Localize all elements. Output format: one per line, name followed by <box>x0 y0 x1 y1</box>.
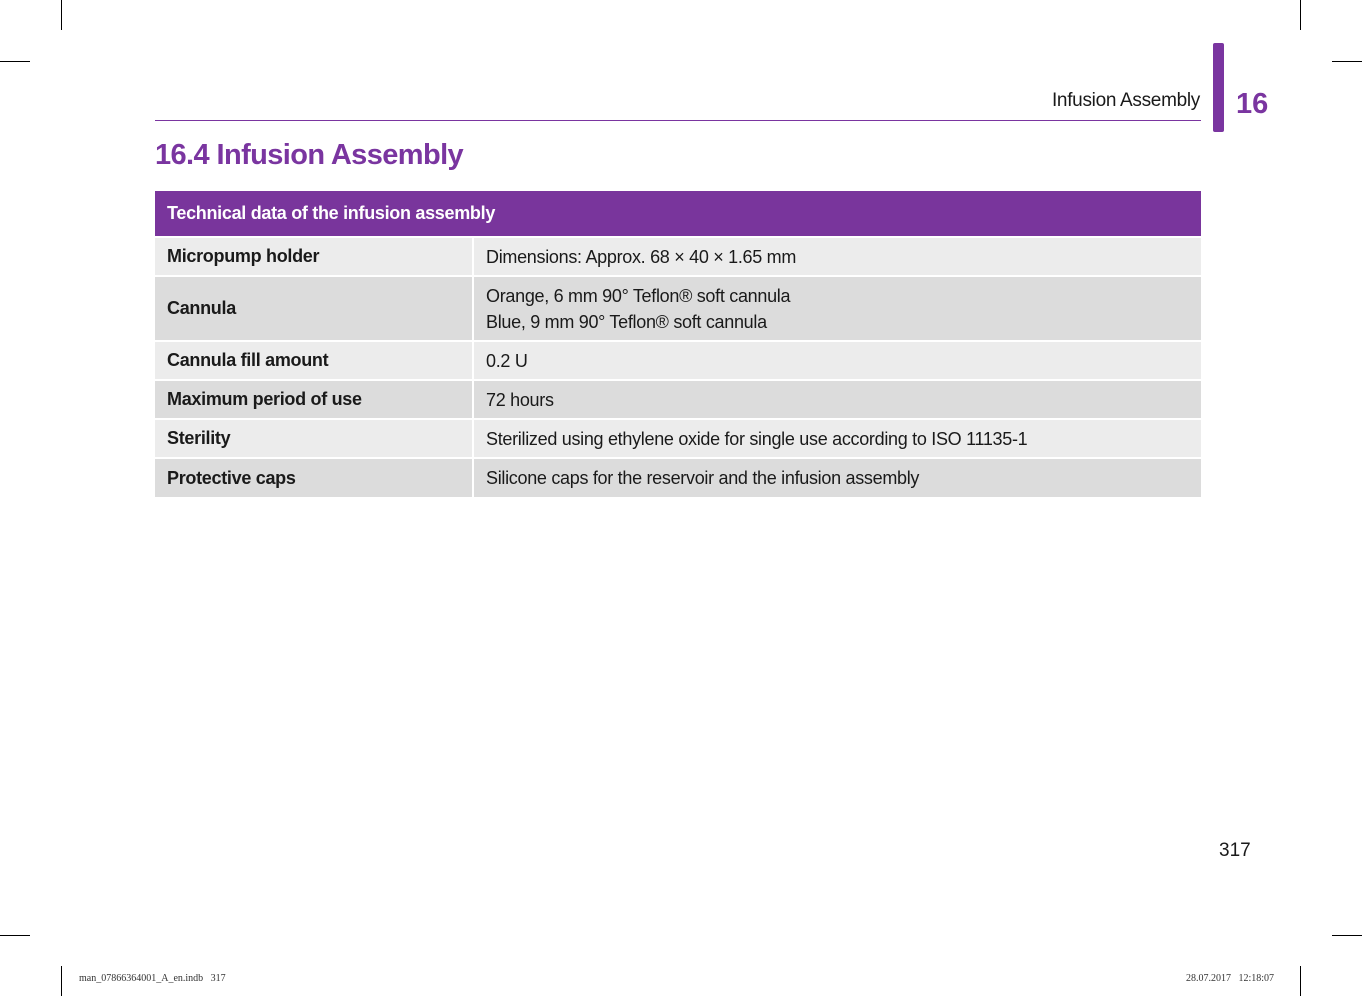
row-value <box>473 380 1201 419</box>
chapter-number: 16 <box>1236 88 1269 120</box>
crop-mark-bottom-right-horizontal <box>1332 935 1362 936</box>
print-slug-right: 28.07.2017 12:18:07 <box>1185 973 1274 984</box>
running-head: Infusion Assembly <box>1051 90 1200 111</box>
table-row <box>155 419 1201 458</box>
chapter-tab-marker <box>1213 43 1224 132</box>
header-rule <box>155 120 1201 121</box>
crop-mark-top-left-vertical <box>61 0 62 30</box>
table-header-row <box>155 191 1201 237</box>
table-row <box>155 380 1201 419</box>
row-value-line: 72 hours <box>486 389 554 410</box>
row-value <box>473 419 1201 458</box>
row-value <box>473 276 1201 341</box>
table-row <box>155 276 1201 341</box>
row-label: Maximum period of use <box>155 380 473 419</box>
row-label: Cannula <box>155 276 473 341</box>
row-value-line: 0.2 U <box>486 350 528 371</box>
row-value-line: Dimensions: Approx. 68 × 40 × 1.65 mm <box>486 246 797 267</box>
row-value-line: Silicone caps for the reservoir and the infusion assembly <box>486 468 920 488</box>
page-number: 317 <box>1219 840 1251 861</box>
row-value-line: Blue, 9 mm 90° Teflon® soft cannula <box>486 311 767 332</box>
row-value <box>473 237 1201 276</box>
row-value <box>473 341 1201 380</box>
row-label: Sterility <box>155 419 473 458</box>
crop-mark-bottom-left-horizontal <box>0 935 30 936</box>
technical-data-table <box>155 191 1201 497</box>
table-row <box>155 237 1201 276</box>
table-row <box>155 458 1201 497</box>
row-label: Micropump holder <box>155 237 473 276</box>
row-value <box>473 458 1201 497</box>
crop-mark-bottom-right-vertical <box>1300 966 1301 996</box>
row-label: Cannula fill amount <box>155 341 473 380</box>
row-label: Protective caps <box>155 458 473 497</box>
section-title: 16.4 Infusion Assembly <box>155 139 464 171</box>
row-value-line: Sterilized using ethylene oxide for single use according to ISO 11135-1 <box>486 428 1028 449</box>
crop-mark-top-right-horizontal <box>1332 61 1362 62</box>
table-row <box>155 341 1201 380</box>
table-header: Technical data of the infusion assembly <box>155 191 1201 237</box>
row-value-line: Orange, 6 mm 90° Teflon® soft cannula <box>486 285 791 306</box>
print-slug-left: man_07866364001_A_en.indb 317 <box>79 973 226 984</box>
crop-mark-top-right-vertical <box>1300 0 1301 30</box>
crop-mark-top-left-horizontal <box>0 61 30 62</box>
crop-mark-bottom-left-vertical <box>61 966 62 996</box>
